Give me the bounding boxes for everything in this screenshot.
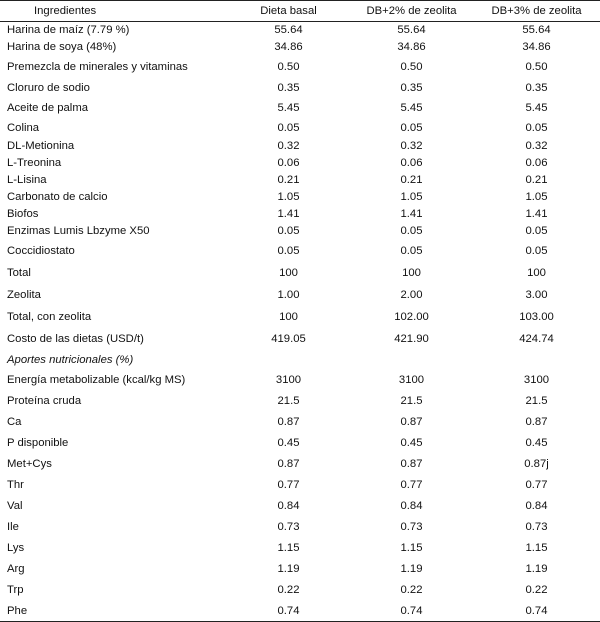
value-db-3-zeolita: 21.5 xyxy=(525,395,548,407)
value-db-3-zeolita: 34.86 xyxy=(522,41,551,53)
value-db-2-zeolita: 0.05 xyxy=(400,225,423,237)
value-db-2-zeolita: 0.87 xyxy=(400,416,423,428)
value-db-2-zeolita: 0.21 xyxy=(400,174,423,186)
value-db-2-zeolita: 0.22 xyxy=(400,584,423,596)
table-row xyxy=(0,538,600,559)
value-dieta-basal: 0.21 xyxy=(277,174,300,186)
row-label: Thr xyxy=(7,479,24,491)
value-dieta-basal: 0.05 xyxy=(277,245,300,257)
value-db-2-zeolita: 421.90 xyxy=(394,333,429,345)
value-dieta-basal: 0.32 xyxy=(277,140,300,152)
value-db-3-zeolita: 100 xyxy=(527,267,546,279)
table-row xyxy=(0,56,600,79)
value-db-3-zeolita: 0.05 xyxy=(525,225,548,237)
value-dieta-basal: 0.73 xyxy=(277,521,300,533)
value-db-3-zeolita: 5.45 xyxy=(525,102,548,114)
section-title: Aportes nutricionales (%) xyxy=(7,354,134,366)
value-db-3-zeolita: 0.35 xyxy=(525,82,548,94)
row-label: DL-Metionina xyxy=(7,140,75,152)
row-label: P disponible xyxy=(7,437,69,449)
value-db-2-zeolita: 0.06 xyxy=(400,157,423,169)
table-row xyxy=(0,601,600,622)
value-dieta-basal: 5.45 xyxy=(277,102,300,114)
value-db-2-zeolita: 21.5 xyxy=(400,395,423,407)
table-row xyxy=(0,328,600,351)
row-label: Costo de las dietas (USD/t) xyxy=(7,333,144,345)
table-row xyxy=(0,98,600,119)
value-dieta-basal: 100 xyxy=(279,267,298,279)
value-db-3-zeolita: 0.05 xyxy=(525,122,548,134)
table-row xyxy=(0,138,600,155)
value-dieta-basal: 0.35 xyxy=(277,82,300,94)
table-row xyxy=(0,172,600,189)
row-label: Total xyxy=(7,267,31,279)
value-dieta-basal: 0.22 xyxy=(277,584,300,596)
row-label: Zeolita xyxy=(7,289,41,301)
value-db-3-zeolita: 0.05 xyxy=(525,245,548,257)
value-db-2-zeolita: 1.19 xyxy=(400,563,423,575)
header-dieta-basal: Dieta basal xyxy=(227,1,350,22)
value-db-2-zeolita: 0.35 xyxy=(400,82,423,94)
value-db-3-zeolita: 1.41 xyxy=(525,208,548,220)
value-dieta-basal: 1.15 xyxy=(277,542,300,554)
value-dieta-basal: 419.05 xyxy=(271,333,306,345)
row-label: Carbonato de calcio xyxy=(7,191,108,203)
header-db-3-zeolita: DB+3% de zeolita xyxy=(473,1,600,22)
row-label: Harina de maíz (7.79 %) xyxy=(7,24,130,37)
row-label: Premezcla de minerales y vitaminas xyxy=(7,61,188,73)
value-db-3-zeolita: 0.22 xyxy=(525,584,548,596)
row-label: Lys xyxy=(7,542,25,554)
row-label: Met+Cys xyxy=(7,458,52,470)
header-ingredientes: Ingredientes xyxy=(0,1,227,22)
table-row xyxy=(0,189,600,206)
value-db-2-zeolita: 1.05 xyxy=(400,191,423,203)
value-dieta-basal: 100 xyxy=(279,311,298,323)
row-label: Ile xyxy=(7,521,19,533)
table-row xyxy=(0,412,600,433)
value-db-2-zeolita: 5.45 xyxy=(400,102,423,114)
value-db-3-zeolita: 3.00 xyxy=(525,289,548,301)
value-db-2-zeolita: 0.77 xyxy=(400,479,423,491)
table-row xyxy=(0,475,600,496)
value-dieta-basal: 1.19 xyxy=(277,563,300,575)
header-row xyxy=(0,1,600,22)
value-db-2-zeolita: 1.41 xyxy=(400,208,423,220)
table-row xyxy=(0,155,600,172)
value-db-2-zeolita: 3100 xyxy=(398,374,425,386)
value-db-3-zeolita: 0.32 xyxy=(525,140,548,152)
table-row xyxy=(0,240,600,263)
row-label: Enzimas Lumis Lbzyme X50 xyxy=(7,225,150,237)
table-row xyxy=(0,370,600,391)
value-dieta-basal: 0.87 xyxy=(277,458,300,470)
value-db-2-zeolita: 2.00 xyxy=(400,289,423,301)
table-row xyxy=(0,263,600,284)
value-db-3-zeolita: 0.45 xyxy=(525,437,548,449)
value-db-2-zeolita: 0.45 xyxy=(400,437,423,449)
value-dieta-basal: 1.00 xyxy=(277,289,300,301)
value-db-3-zeolita: 1.15 xyxy=(525,542,548,554)
value-db-3-zeolita: 424.74 xyxy=(519,333,554,345)
row-label: Biofos xyxy=(7,208,39,220)
value-dieta-basal: 1.41 xyxy=(277,208,300,220)
value-db-3-zeolita: 0.50 xyxy=(525,61,548,73)
value-db-2-zeolita: 0.84 xyxy=(400,500,423,512)
table-row xyxy=(0,39,600,56)
value-dieta-basal: 0.06 xyxy=(277,157,300,169)
table-row xyxy=(0,496,600,517)
value-db-2-zeolita: 1.15 xyxy=(400,542,423,554)
value-db-3-zeolita: 1.19 xyxy=(525,563,548,575)
row-label: L-Lisina xyxy=(7,174,47,186)
value-db-2-zeolita: 0.32 xyxy=(400,140,423,152)
value-dieta-basal: 21.5 xyxy=(277,395,300,407)
value-db-2-zeolita: 0.74 xyxy=(350,601,473,622)
row-label: Colina xyxy=(7,122,40,134)
row-label: Coccidiostato xyxy=(7,245,75,257)
value-dieta-basal: 0.05 xyxy=(277,225,300,237)
row-label: Trp xyxy=(7,584,24,596)
table-row xyxy=(0,206,600,223)
table-row xyxy=(0,79,600,98)
value-db-3-zeolita: 0.87j xyxy=(524,458,549,470)
value-db-2-zeolita: 102.00 xyxy=(394,311,429,323)
row-label: Harina de soya (48%) xyxy=(7,41,117,53)
table-row xyxy=(0,559,600,580)
table-row xyxy=(0,391,600,412)
value-db-3-zeolita: 0.84 xyxy=(525,500,548,512)
value-db-3-zeolita: 0.74 xyxy=(473,601,600,622)
row-label: Phe xyxy=(0,601,227,622)
value-db-2-zeolita: 0.05 xyxy=(400,122,423,134)
value-db-2-zeolita: 55.64 xyxy=(397,24,426,37)
table-row xyxy=(0,454,600,475)
value-db-2-zeolita: 0.87 xyxy=(400,458,423,470)
value-dieta-basal: 1.05 xyxy=(277,191,300,203)
value-db-3-zeolita: 55.64 xyxy=(522,24,551,37)
value-dieta-basal: 34.86 xyxy=(274,41,303,53)
section-row xyxy=(0,351,600,370)
row-label: Total, con zeolita xyxy=(7,311,92,323)
value-dieta-basal: 0.77 xyxy=(277,479,300,491)
row-label: Aceite de palma xyxy=(7,102,89,114)
row-label: L-Treonina xyxy=(7,157,62,169)
value-db-2-zeolita: 34.86 xyxy=(397,41,426,53)
row-label: Val xyxy=(7,500,23,512)
row-label: Ca xyxy=(7,416,22,428)
row-label: Arg xyxy=(7,563,25,575)
value-db-3-zeolita: 3100 xyxy=(523,374,550,386)
row-label: Energía metabolizable (kcal/kg MS) xyxy=(7,374,186,386)
value-db-3-zeolita: 0.21 xyxy=(525,174,548,186)
value-db-3-zeolita: 0.87 xyxy=(525,416,548,428)
value-dieta-basal: 0.87 xyxy=(277,416,300,428)
value-dieta-basal: 55.64 xyxy=(274,24,303,37)
value-db-2-zeolita: 100 xyxy=(402,267,421,279)
value-dieta-basal: 0.84 xyxy=(277,500,300,512)
table-row xyxy=(0,580,600,601)
row-label: Cloruro de sodio xyxy=(7,82,90,94)
table-row xyxy=(0,284,600,307)
table-row xyxy=(0,433,600,454)
table-row xyxy=(0,517,600,538)
table-row xyxy=(0,119,600,138)
header-db-2-zeolita: DB+2% de zeolita xyxy=(350,1,473,22)
value-dieta-basal: 0.45 xyxy=(277,437,300,449)
value-dieta-basal: 3100 xyxy=(275,374,302,386)
row-label: Proteína cruda xyxy=(7,395,82,407)
value-dieta-basal: 0.74 xyxy=(227,601,350,622)
value-dieta-basal: 0.05 xyxy=(277,122,300,134)
value-db-3-zeolita: 103.00 xyxy=(519,311,554,323)
value-db-3-zeolita: 0.06 xyxy=(525,157,548,169)
table-row xyxy=(0,22,600,39)
value-db-3-zeolita: 0.77 xyxy=(525,479,548,491)
value-db-3-zeolita: 1.05 xyxy=(525,191,548,203)
value-db-2-zeolita: 0.50 xyxy=(400,61,423,73)
table-row xyxy=(0,307,600,328)
value-dieta-basal: 0.50 xyxy=(277,61,300,73)
value-db-3-zeolita: 0.73 xyxy=(525,521,548,533)
value-db-2-zeolita: 0.73 xyxy=(400,521,423,533)
table-row xyxy=(0,223,600,240)
value-db-2-zeolita: 0.05 xyxy=(400,245,423,257)
